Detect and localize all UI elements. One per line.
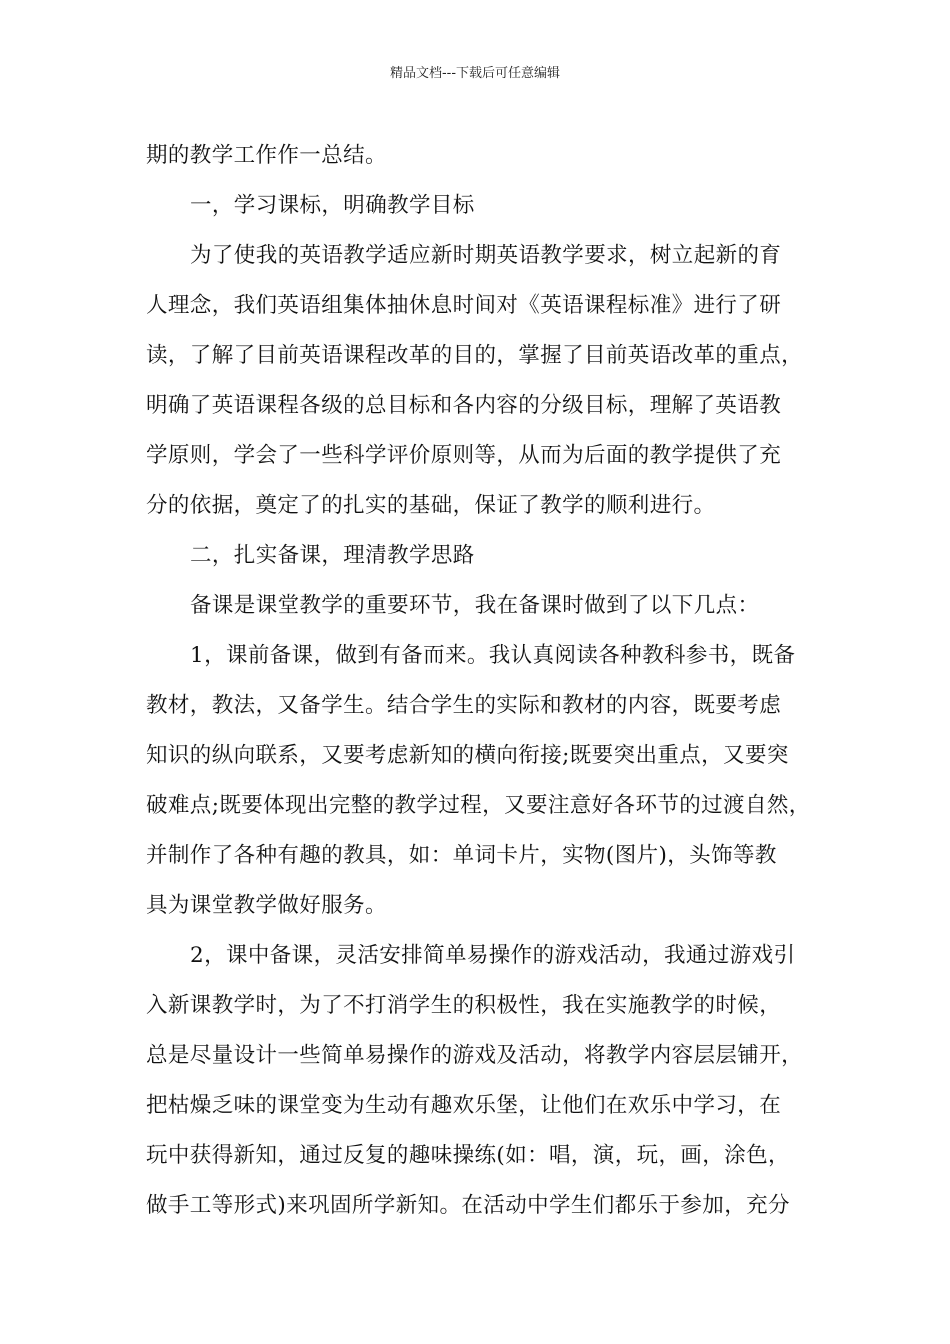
text-line: 入新课教学时，为了不打消学生的积极性，我在实施教学的时候， [146,993,782,1018]
text-line: 玩中获得新知，通过反复的趣味操练(如：唱，演，玩，画，涂色， [146,1143,790,1168]
section-heading: 二，扎实备课，理清教学思路 [190,543,475,568]
text-line: 期的教学工作作一总结。 [146,143,387,168]
section-heading: 一，学习课标，明确教学目标 [190,193,475,218]
text-line: 为了使我的英语教学适应新时期英语教学要求，树立起新的育 [190,243,782,268]
body-text [146,131,836,1231]
page-header: 精品文档---下载后可任意编辑 [389,66,561,81]
text-line: 1，课前备课，做到有备而来。我认真阅读各种教科参书，既备 [190,643,796,668]
text-line: 2，课中备课，灵活安排简单易操作的游戏活动，我通过游戏引 [190,943,796,968]
text-line: 做手工等形式)来巩固所学新知。在活动中学生们都乐于参加，充分 [146,1193,790,1218]
text-line: 知识的纵向联系，又要考虑新知的横向衔接;既要突出重点，又要突 [146,743,789,768]
text-line: 总是尽量设计一些简单易操作的游戏及活动，将教学内容层层铺开， [146,1043,804,1068]
text-line: 学原则，学会了一些科学评价原则等，从而为后面的教学提供了充 [146,443,782,468]
text-line: 教材，教法，又备学生。结合学生的实际和教材的内容，既要考虑 [146,693,782,718]
text-line: 明确了英语课程各级的总目标和各内容的分级目标，理解了英语教 [146,393,782,418]
text-line: 备课是课堂教学的重要环节，我在备课时做到了以下几点： [190,593,760,618]
text-line: 读，了解了目前英语课程改革的目的，掌握了目前英语改革的重点， [146,343,804,368]
text-line: 把枯燥乏味的课堂变为生动有趣欢乐堡，让他们在欢乐中学习，在 [146,1093,782,1118]
text-line: 分的依据，奠定了的扎实的基础，保证了教学的顺利进行。 [146,493,716,518]
text-line: 破难点;既要体现出完整的教学过程，又要注意好各环节的过渡自然， [146,793,811,818]
text-line: 并制作了各种有趣的教具，如：单词卡片，实物(图片)，头饰等教 [146,843,777,868]
text-line: 具为课堂教学做好服务。 [146,893,387,918]
text-line: 人理念，我们英语组集体抽休息时间对《英语课程标准》进行了研 [146,293,782,318]
